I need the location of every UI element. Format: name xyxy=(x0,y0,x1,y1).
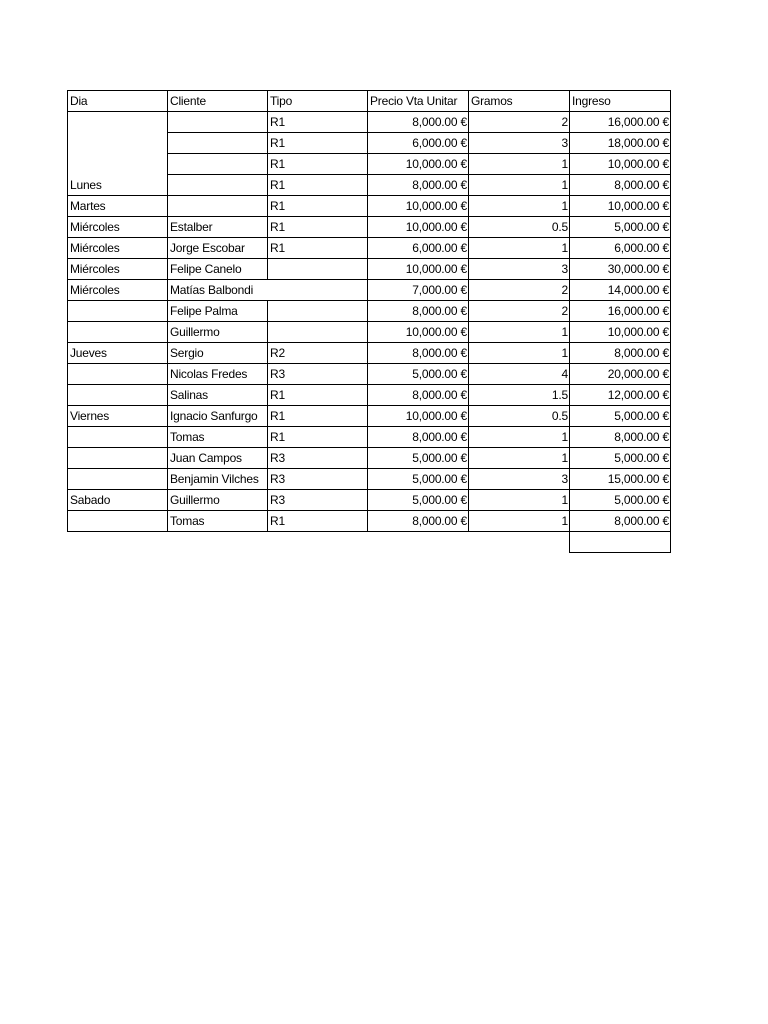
cell-precio[interactable]: 6,000.00 € xyxy=(368,133,469,154)
cell-precio[interactable]: 10,000.00 € xyxy=(368,154,469,175)
cell-tipo[interactable]: R1 xyxy=(268,511,368,532)
table-row xyxy=(68,259,671,280)
cell-tipo[interactable]: R3 xyxy=(268,469,368,490)
cell-precio[interactable]: 7,000.00 € xyxy=(368,280,469,301)
table-row xyxy=(68,280,671,301)
empty-cell xyxy=(368,532,469,553)
cell-ingreso[interactable]: 10,000.00 € xyxy=(570,322,671,343)
header-cliente[interactable]: Cliente xyxy=(168,91,268,112)
cell-precio[interactable]: 5,000.00 € xyxy=(368,364,469,385)
cell-ingreso[interactable]: 15,000.00 € xyxy=(570,469,671,490)
cell-tipo[interactable]: R1 xyxy=(268,385,368,406)
table-row xyxy=(68,112,671,133)
cell-dia[interactable]: Jueves xyxy=(68,343,168,364)
cell-cliente[interactable]: Sergio xyxy=(168,343,268,364)
cell-gramos[interactable]: 1 xyxy=(469,343,570,364)
cell-cliente[interactable]: Ignacio Sanfurgo xyxy=(168,406,268,427)
cell-precio[interactable]: 5,000.00 € xyxy=(368,448,469,469)
cell-ingreso[interactable]: 8,000.00 € xyxy=(570,175,671,196)
header-tipo[interactable]: Tipo xyxy=(268,91,368,112)
cell-gramos[interactable]: 0.5 xyxy=(469,217,570,238)
cell-precio[interactable]: 6,000.00 € xyxy=(368,238,469,259)
table-row xyxy=(68,427,671,448)
cell-tipo[interactable]: R1 xyxy=(268,175,368,196)
cell-dia[interactable] xyxy=(68,154,168,175)
cell-tipo[interactable] xyxy=(268,301,368,322)
cell-tipo[interactable] xyxy=(268,322,368,343)
cell-precio[interactable]: 8,000.00 € xyxy=(368,301,469,322)
cell-cliente[interactable]: Guillermo xyxy=(168,322,268,343)
cell-cliente[interactable] xyxy=(168,154,268,175)
cell-dia[interactable]: Martes xyxy=(68,196,168,217)
cell-tipo[interactable]: R1 xyxy=(268,217,368,238)
cell-cliente[interactable]: Salinas xyxy=(168,385,268,406)
empty-cell xyxy=(168,532,268,553)
cell-cliente[interactable]: Nicolas Fredes xyxy=(168,364,268,385)
cell-gramos[interactable]: 3 xyxy=(469,133,570,154)
header-precio[interactable]: Precio Vta Unitar xyxy=(368,91,469,112)
cell-dia[interactable] xyxy=(68,322,168,343)
cell-tipo[interactable]: R1 xyxy=(268,112,368,133)
cell-dia[interactable]: Miércoles xyxy=(68,259,168,280)
cell-cliente[interactable]: Juan Campos xyxy=(168,448,268,469)
table-row xyxy=(68,343,671,364)
cell-gramos[interactable]: 1 xyxy=(469,322,570,343)
cell-ingreso[interactable]: 14,000.00 € xyxy=(570,280,671,301)
cell-cliente[interactable] xyxy=(168,175,268,196)
cell-tipo[interactable]: R1 xyxy=(268,196,368,217)
cell-precio[interactable]: 5,000.00 € xyxy=(368,469,469,490)
cell-ingreso[interactable]: 8,000.00 € xyxy=(570,427,671,448)
cell-cliente[interactable]: Matías Balbondi xyxy=(168,280,268,301)
cell-precio[interactable]: 10,000.00 € xyxy=(368,217,469,238)
cell-tipo[interactable]: R3 xyxy=(268,364,368,385)
cell-gramos[interactable]: 1 xyxy=(469,196,570,217)
cell-tipo[interactable]: R1 xyxy=(268,427,368,448)
cell-ingreso[interactable]: 5,000.00 € xyxy=(570,490,671,511)
table-row xyxy=(68,406,671,427)
table-row xyxy=(68,364,671,385)
cell-precio[interactable]: 8,000.00 € xyxy=(368,112,469,133)
cell-gramos[interactable]: 1 xyxy=(469,175,570,196)
cell-dia[interactable]: Miércoles xyxy=(68,280,168,301)
cell-gramos[interactable]: 2 xyxy=(469,280,570,301)
cell-ingreso-total[interactable] xyxy=(570,532,671,553)
table-row xyxy=(68,301,671,322)
cell-ingreso[interactable]: 30,000.00 € xyxy=(570,259,671,280)
cell-dia[interactable]: Miércoles xyxy=(68,217,168,238)
cell-gramos[interactable]: 1 xyxy=(469,490,570,511)
cell-ingreso[interactable]: 5,000.00 € xyxy=(570,448,671,469)
cell-gramos[interactable]: 3 xyxy=(469,469,570,490)
cell-tipo[interactable] xyxy=(268,259,368,280)
cell-cliente[interactable]: Guillermo xyxy=(168,490,268,511)
cell-gramos[interactable]: 1 xyxy=(469,511,570,532)
cell-dia[interactable]: Miércoles xyxy=(68,238,168,259)
cell-dia[interactable] xyxy=(68,469,168,490)
cell-ingreso[interactable]: 5,000.00 € xyxy=(570,406,671,427)
cell-dia[interactable] xyxy=(68,112,168,133)
table-row xyxy=(68,511,671,532)
cell-precio[interactable]: 5,000.00 € xyxy=(368,490,469,511)
cell-cliente[interactable]: Felipe Palma xyxy=(168,301,268,322)
cell-ingreso[interactable]: 16,000.00 € xyxy=(570,301,671,322)
cell-dia[interactable] xyxy=(68,427,168,448)
table-row xyxy=(68,322,671,343)
cell-tipo[interactable] xyxy=(268,280,368,301)
cell-tipo[interactable]: R3 xyxy=(268,448,368,469)
cell-cliente[interactable]: Jorge Escobar xyxy=(168,238,268,259)
cell-ingreso[interactable]: 16,000.00 € xyxy=(570,112,671,133)
cell-dia[interactable] xyxy=(68,448,168,469)
cell-dia[interactable]: Viernes xyxy=(68,406,168,427)
cell-dia[interactable] xyxy=(68,301,168,322)
table-row xyxy=(68,196,671,217)
cell-gramos[interactable]: 1 xyxy=(469,238,570,259)
cell-tipo[interactable]: R3 xyxy=(268,490,368,511)
cell-dia[interactable] xyxy=(68,364,168,385)
cell-precio[interactable]: 8,000.00 € xyxy=(368,427,469,448)
header-dia[interactable]: Dia xyxy=(68,91,168,112)
cell-ingreso[interactable]: 12,000.00 € xyxy=(570,385,671,406)
cell-tipo[interactable]: R1 xyxy=(268,406,368,427)
total-row xyxy=(68,532,671,553)
cell-ingreso[interactable]: 5,000.00 € xyxy=(570,217,671,238)
table-row xyxy=(68,133,671,154)
cell-dia[interactable] xyxy=(68,385,168,406)
cell-ingreso[interactable]: 10,000.00 € xyxy=(570,154,671,175)
cell-gramos[interactable]: 4 xyxy=(469,364,570,385)
cell-ingreso[interactable]: 10,000.00 € xyxy=(570,196,671,217)
cell-precio[interactable]: 8,000.00 € xyxy=(368,175,469,196)
cell-cliente[interactable]: Tomas xyxy=(168,427,268,448)
cell-cliente[interactable]: Tomas xyxy=(168,511,268,532)
cell-cliente[interactable]: Benjamin Vilches xyxy=(168,469,268,490)
header-gramos[interactable]: Gramos xyxy=(469,91,570,112)
cell-gramos[interactable]: 1.5 xyxy=(469,385,570,406)
table-row xyxy=(68,154,671,175)
table-row xyxy=(68,448,671,469)
cell-dia[interactable] xyxy=(68,511,168,532)
header-row xyxy=(68,91,671,112)
spreadsheet xyxy=(67,90,671,553)
cell-ingreso[interactable]: 18,000.00 € xyxy=(570,133,671,154)
empty-cell xyxy=(268,532,368,553)
cell-precio[interactable]: 10,000.00 € xyxy=(368,322,469,343)
cell-ingreso[interactable]: 20,000.00 € xyxy=(570,364,671,385)
cell-precio[interactable]: 10,000.00 € xyxy=(368,259,469,280)
header-ingreso[interactable]: Ingreso xyxy=(570,91,671,112)
cell-tipo[interactable]: R1 xyxy=(268,133,368,154)
cell-cliente[interactable] xyxy=(168,133,268,154)
cell-tipo[interactable]: R2 xyxy=(268,343,368,364)
cell-precio[interactable]: 10,000.00 € xyxy=(368,196,469,217)
cell-dia[interactable] xyxy=(68,133,168,154)
cell-ingreso[interactable]: 6,000.00 € xyxy=(570,238,671,259)
cell-gramos[interactable]: 2 xyxy=(469,112,570,133)
cell-gramos[interactable]: 1 xyxy=(469,427,570,448)
table-row xyxy=(68,385,671,406)
cell-precio[interactable]: 8,000.00 € xyxy=(368,343,469,364)
cell-precio[interactable]: 8,000.00 € xyxy=(368,511,469,532)
cell-dia[interactable]: Sabado xyxy=(68,490,168,511)
cell-precio[interactable]: 10,000.00 € xyxy=(368,406,469,427)
cell-ingreso[interactable]: 8,000.00 € xyxy=(570,511,671,532)
table-row xyxy=(68,490,671,511)
table-row xyxy=(68,217,671,238)
cell-cliente[interactable]: Felipe Canelo xyxy=(168,259,268,280)
cell-cliente[interactable] xyxy=(168,112,268,133)
table-row xyxy=(68,238,671,259)
cell-cliente[interactable]: Estalber xyxy=(168,217,268,238)
cell-cliente[interactable] xyxy=(168,196,268,217)
table-row xyxy=(68,175,671,196)
cell-precio[interactable]: 8,000.00 € xyxy=(368,385,469,406)
cell-gramos[interactable]: 1 xyxy=(469,448,570,469)
cell-ingreso[interactable]: 8,000.00 € xyxy=(570,343,671,364)
table-row xyxy=(68,469,671,490)
cell-gramos[interactable]: 3 xyxy=(469,259,570,280)
cell-gramos[interactable]: 1 xyxy=(469,154,570,175)
cell-tipo[interactable]: R1 xyxy=(268,154,368,175)
empty-cell xyxy=(68,532,168,553)
empty-cell xyxy=(469,532,570,553)
sales-table xyxy=(67,90,671,553)
cell-tipo[interactable]: R1 xyxy=(268,238,368,259)
cell-dia[interactable]: Lunes xyxy=(68,175,168,196)
cell-gramos[interactable]: 2 xyxy=(469,301,570,322)
cell-gramos[interactable]: 0.5 xyxy=(469,406,570,427)
